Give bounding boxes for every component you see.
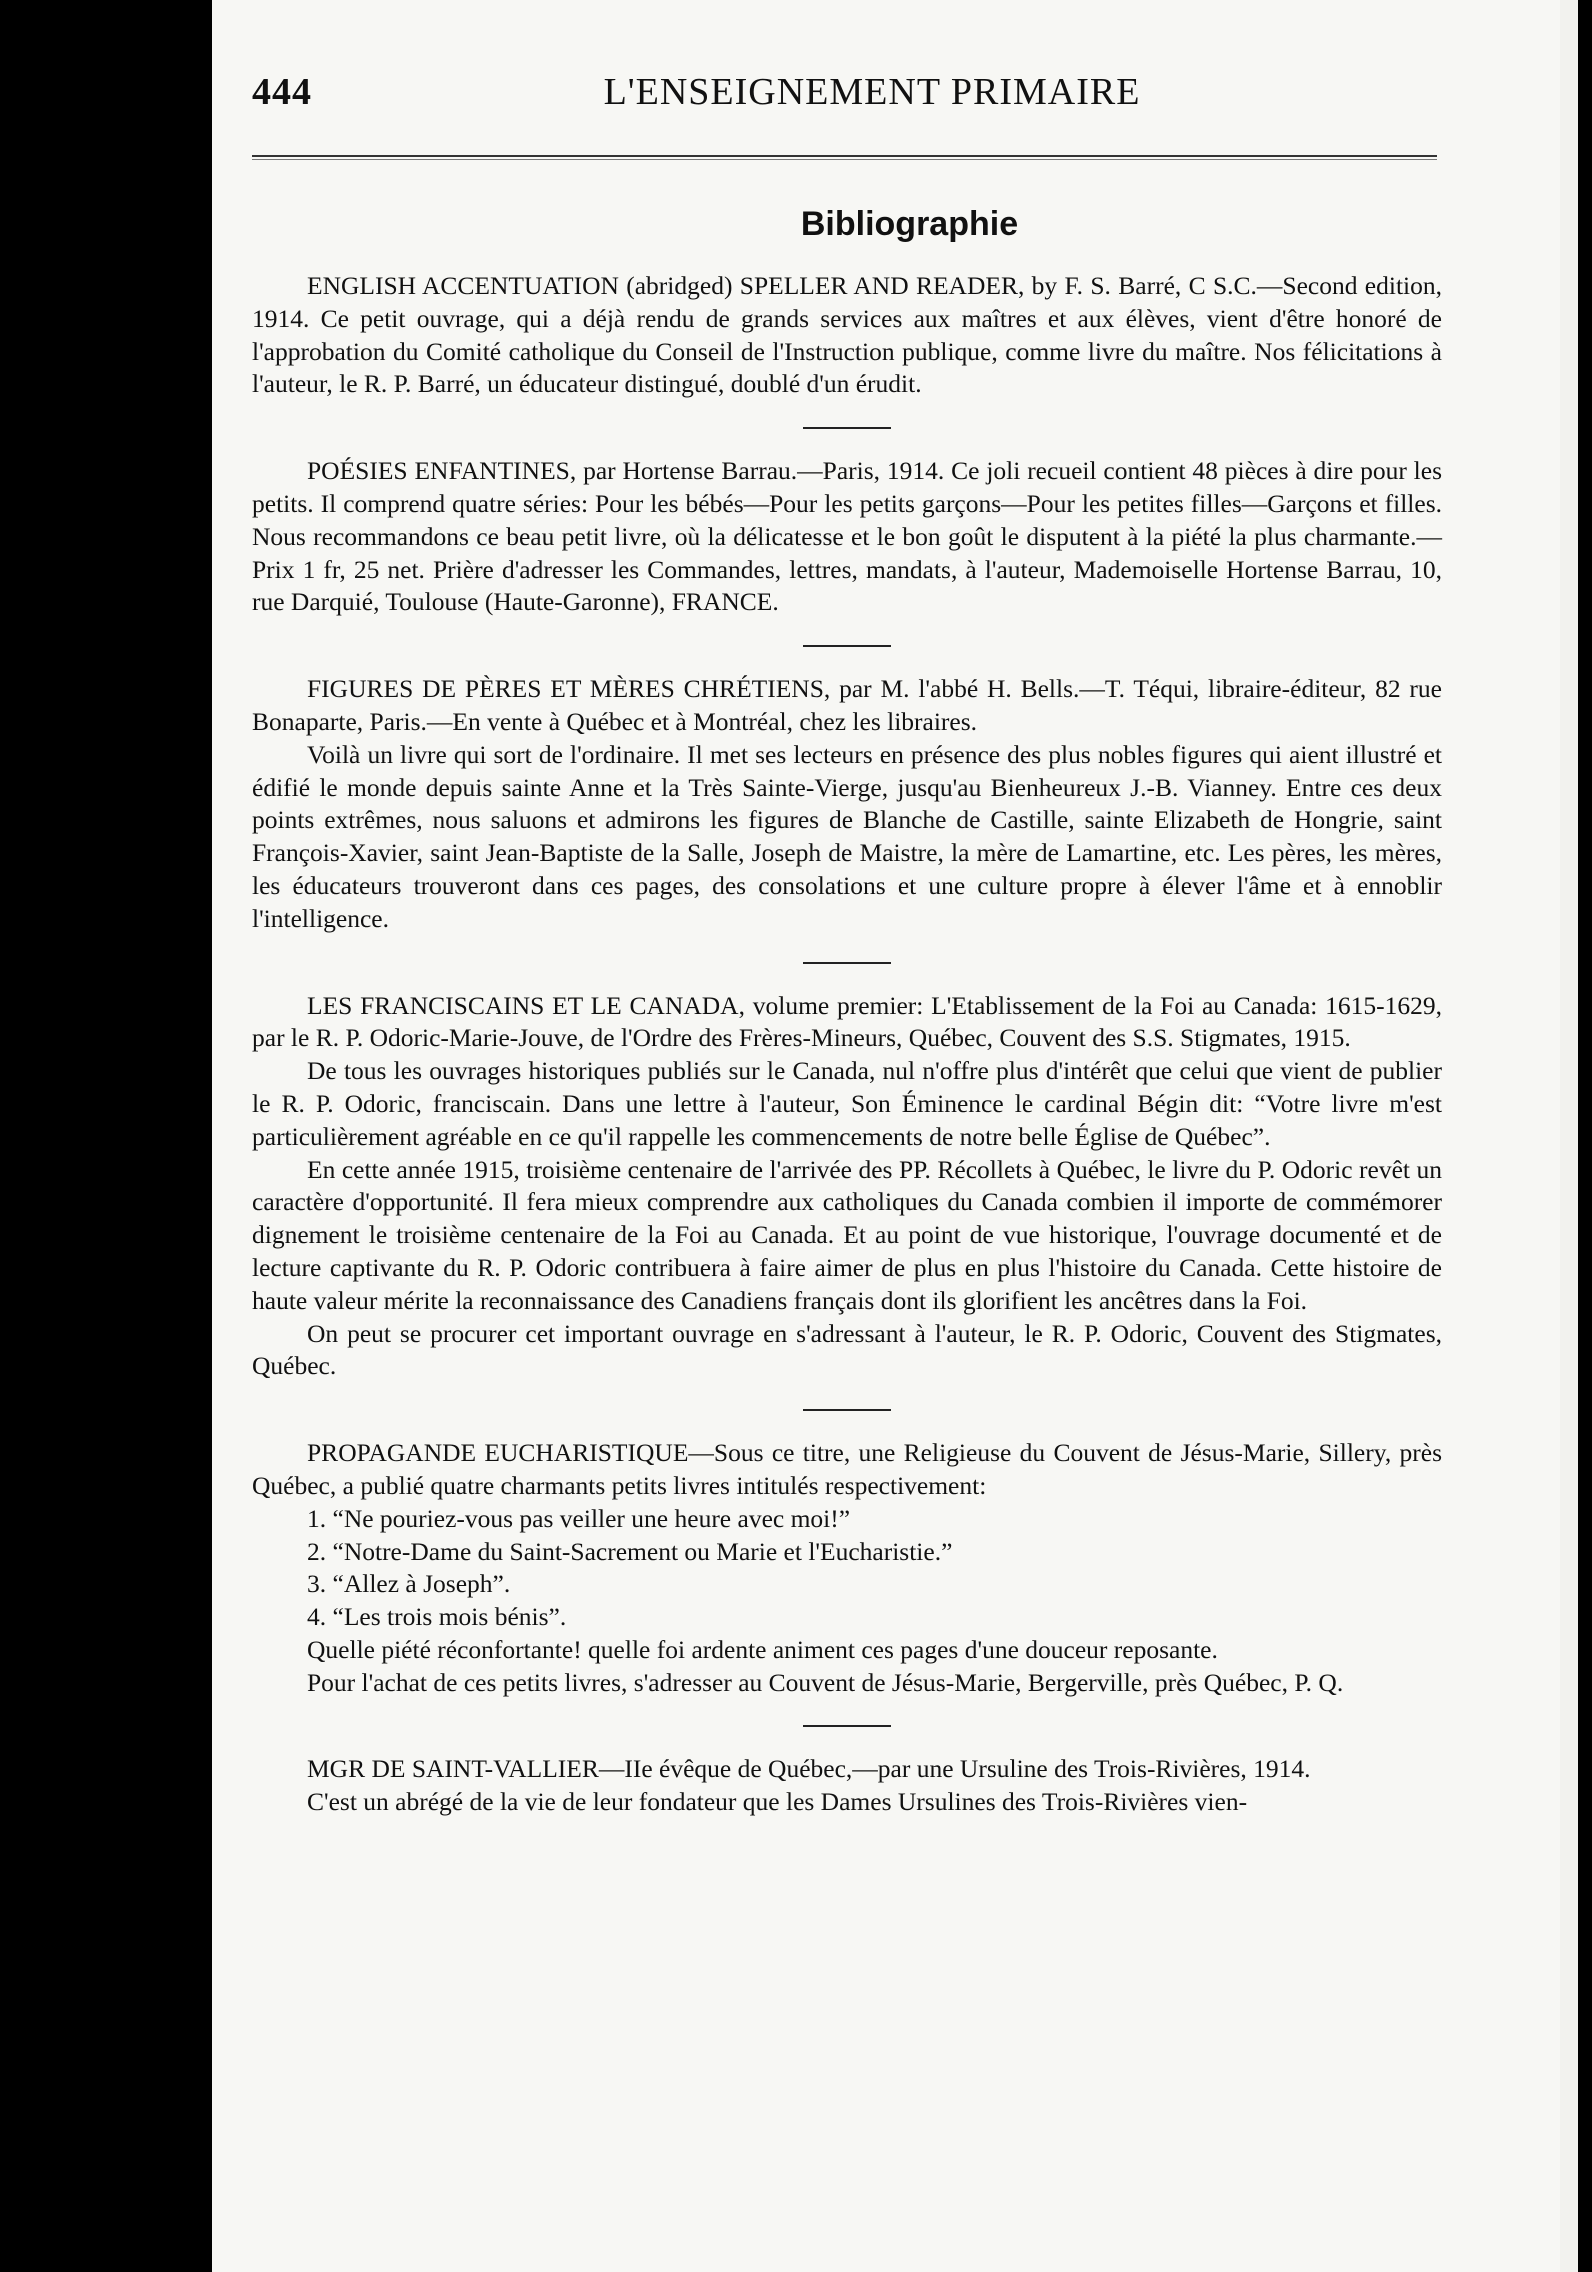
divider — [803, 962, 891, 964]
list-item: 4. “Les trois mois bénis”. — [307, 1602, 567, 1632]
entry-paragraph: Voilà un livre qui sort de l'ordinaire. Il met ses lecteurs en présence des plus nobles figures qui aient illustré et édifié le monde depuis sainte Anne et la Très Sainte-Vierge, jusqu'au Bienheureux J.-B. Vianney. Entre ces deux points extrêmes, nous saluons et admirons les figures de Blanche de Castille, sainte Elizabeth de Hongrie, saint François-Xavier, saint Jean-Baptiste de la Salle, Joseph de Maistre, la mère de Lamartine, etc. Les pères, les mères, les éducateurs trouveront dans ces pages, des consolations et une culture propre à élever l'âme et à ennoblir l'intelligence. — [252, 739, 1442, 933]
entry-paragraph: Pour l'achat de ces petits livres, s'adresser au Couvent de Jésus-Marie, Bergerville, près Québec, P. Q. — [307, 1667, 1344, 1697]
entry-paragraph: Quelle piété réconfortante! quelle foi ardente animent ces pages d'une douceur reposante. — [307, 1634, 1218, 1664]
entry-paragraph: On peut se procurer cet important ouvrage en s'adressant à l'auteur, le R. P. Odoric, Couvent des Stigmates, Québec. — [252, 1318, 1442, 1381]
running-title: L'ENSEIGNEMENT PRIMAIRE — [603, 71, 1141, 113]
list-item: 2. “Notre-Dame du Saint-Sacrement ou Marie et l'Eucharistie.” — [307, 1536, 953, 1566]
entry-paragraph: ENGLISH ACCENTUATION (abridged) SPELLER AND READER, by F. S. Barré, C S.C.—Second edition, 1914. Ce petit ouvrage, qui a déjà rendu de grands services aux maîtres et aux élèves, vient d'être honoré de l'approbation du Comité catholique du Conseil de l'Instruction publique, comme livre du maître. Nos félicitations à l'auteur, le R. P. Barré, un éducateur distingué, doublé d'un érudit. — [252, 271, 1442, 399]
entry-paragraph: MGR DE SAINT-VALLIER—IIe évêque de Québec,—par une Ursuline des Trois-Rivières, 1914. — [307, 1754, 1311, 1784]
section-title: Bibliographie — [800, 205, 1019, 243]
list-item: 1. “Ne pouriez-vous pas veiller une heure avec moi!” — [307, 1503, 851, 1533]
divider — [803, 645, 891, 647]
page-edge — [1560, 0, 1578, 2272]
book-page — [212, 0, 1567, 2272]
divider — [803, 1409, 891, 1411]
entry-paragraph: POÉSIES ENFANTINES, par Hortense Barrau.—Paris, 1914. Ce joli recueil contient 48 pièces à dire pour les petits. Il comprend quatre séries: Pour les bébés—Pour les petits garçons—Pour les petites filles—Garçons et filles. Nous recommandons ce beau petit livre, où la délicatesse et le bon goût le disputent à la piété la plus charmante.—Prix 1 fr, 25 net. Prière d'adresser les Commandes, lettres, mandats, à l'auteur, Mademoiselle Hortense Barrau, 10, rue Darquié, Toulouse (Haute-Garonne), FRANCE. — [252, 456, 1442, 617]
page-number: 444 — [252, 71, 312, 113]
header-rule — [252, 155, 1437, 160]
entry-paragraph: En cette année 1915, troisième centenaire de l'arrivée des PP. Récollets à Québec, le livre du P. Odoric revêt un caractère d'opportunité. Il fera mieux comprendre aux catholiques du Canada combien il importe de commémorer dignement le troisième centenaire de la Foi au Canada. Et au point de vue historique, l'ouvrage documenté et de lecture captivante du R. P. Odoric contribuera à faire aimer de plus en plus l'histoire du Canada. Cette histoire de haute valeur mérite la reconnaissance des Canadiens français dont ils glorifient les ancêtres dans la Foi. — [252, 1154, 1442, 1315]
divider — [803, 1725, 891, 1727]
entry-paragraph: PROPAGANDE EUCHARISTIQUE—Sous ce titre, une Religieuse du Couvent de Jésus-Marie, Sillery, près Québec, a publié quatre charmants petits livres intitulés respectivement: — [252, 1438, 1442, 1500]
entry-paragraph: FIGURES DE PÈRES ET MÈRES CHRÉTIENS, par M. l'abbé H. Bells.—T. Téqui, libraire-éditeur, 82 rue Bonaparte, Paris.—En vente à Québec et à Montréal, chez les libraires. — [252, 674, 1442, 736]
entry-paragraph: De tous les ouvrages historiques publiés sur le Canada, nul n'offre plus d'intérêt que celui que vient de publier le R. P. Odoric, franciscain. Dans une lettre à l'auteur, Son Éminence le cardinal Bégin dit: “Votre livre m'est particulièrement agréable en ce qu'il rappelle les commencements de notre belle Église de Québec”. — [252, 1056, 1442, 1151]
list-item: 3. “Allez à Joseph”. — [307, 1569, 511, 1599]
entry-paragraph: C'est un abrégé de la vie de leur fondateur que les Dames Ursulines des Trois-Rivières vien- — [307, 1787, 1248, 1817]
divider — [803, 427, 891, 429]
entry-paragraph: LES FRANCISCAINS ET LE CANADA, volume premier: L'Etablissement de la Foi au Canada: 1615-1629, par le R. P. Odoric-Marie-Jouve, de l'Ordre des Frères-Mineurs, Québec, Couvent des S.S. Stigmates, 1915. — [252, 990, 1442, 1053]
article-body — [252, 270, 1442, 1819]
